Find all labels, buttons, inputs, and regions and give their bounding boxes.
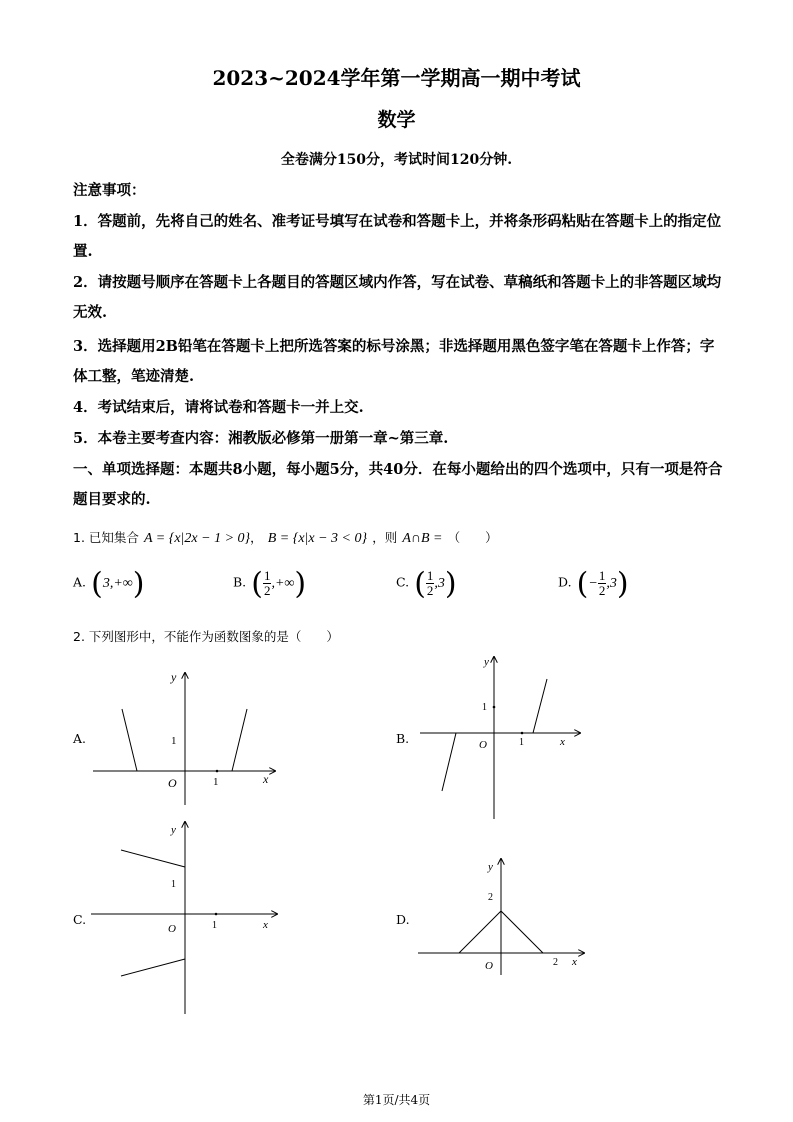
- graph-line: [442, 733, 456, 791]
- x-label: x: [263, 772, 269, 786]
- graph-b: [412, 651, 587, 821]
- y-label: y: [488, 861, 493, 873]
- question-1-suffix: ，则: [372, 530, 398, 545]
- note-item: 3．选择题用2B铅笔在答题卡上把所选答案的标号涂黑；非选择题用黑色签字笔在答题卡上作答；字体工整，笔迹清楚.: [73, 338, 715, 385]
- section-heading: 一、单项选择题：本题共8小题，每小题5分，共40分．在每小题给出的四个选项中，只有一项是符合题目要求的.: [73, 461, 723, 508]
- tick-dot: [216, 770, 219, 773]
- tick-dot: [493, 706, 496, 709]
- graph-c-label[interactable]: C.: [73, 912, 87, 927]
- notes-heading: 注意事项：: [73, 182, 146, 199]
- note-item: 4．考试结束后，请将试卷和答题卡一并上交.: [73, 399, 364, 416]
- graph-line: [459, 911, 501, 953]
- x-tick-label: 1: [519, 737, 524, 748]
- x-label: x: [572, 956, 577, 968]
- graph-a-label[interactable]: A.: [73, 731, 87, 746]
- graph-d: [412, 853, 592, 978]
- note-item: 1．答题前，先将自己的姓名、准考证号填写在试卷和答题卡上，并将条形码粘贴在答题卡上的指定位置.: [73, 213, 722, 260]
- graph-line: [122, 709, 137, 771]
- note-item: 2．请按题号顺序在答题卡上各题目的答题区域内作答，写在试卷、草稿纸和答题卡上的非答题区域均无效.: [73, 274, 722, 321]
- tick-dot: [215, 913, 218, 916]
- origin-label: O: [479, 739, 487, 751]
- question-2: 2. 下列图形中，不能作为函数图象的是（ ）: [73, 629, 339, 644]
- x-tick-label: 1: [212, 920, 217, 931]
- x-label: x: [560, 736, 565, 748]
- x-label: x: [263, 919, 268, 931]
- tick-dot: [521, 732, 524, 735]
- exam-meta: 全卷满分150分，考试时间120分钟.: [280, 152, 513, 168]
- graph-a: [85, 665, 285, 810]
- answer-blank: （ ）: [447, 530, 498, 545]
- y-label: y: [484, 656, 489, 668]
- option-a[interactable]: A. (3,+∞): [73, 566, 145, 601]
- exam-title: 2023~2024学年第一学期高一期中考试: [212, 66, 581, 90]
- graph-b-label[interactable]: B.: [396, 731, 410, 746]
- y-tick-label: 1: [482, 702, 487, 713]
- origin-label: O: [168, 923, 176, 935]
- exam-subject: 数学: [377, 109, 416, 131]
- question-1-prefix: 1. 已知集合: [73, 530, 139, 545]
- y-label: y: [171, 670, 177, 684]
- origin-label: O: [168, 776, 177, 790]
- graph-line: [232, 709, 247, 771]
- graph-line: [533, 679, 547, 733]
- note-item: 5．本卷主要考查内容：湘教版必修第一册第一章~第三章.: [73, 430, 449, 447]
- graph-line: [121, 850, 185, 867]
- question-1-options: [73, 566, 753, 608]
- origin-label: O: [485, 960, 493, 972]
- option-d[interactable]: D. (− $\frac{1}{2}$ ,3): [558, 566, 629, 601]
- option-b[interactable]: B. ( $\frac{1}{2}$ ,+∞): [233, 566, 307, 601]
- graph-line: [121, 959, 185, 976]
- graph-line: [501, 911, 543, 953]
- graph-d-label[interactable]: D.: [396, 912, 410, 927]
- page-footer: 第1页/共4页: [362, 1093, 431, 1107]
- set-b: B = {x|x − 3 < 0}: [267, 531, 368, 546]
- question-1: 1. 已知集合 A = {x|2x − 1 > 0}， B = {x|x − 3 < 0} ，则 A∩B = （ ）: [73, 530, 498, 546]
- y-tick-label: 1: [171, 735, 177, 747]
- set-a: A = {x|2x − 1 > 0}: [144, 531, 251, 546]
- intersection-expr: A∩B =: [402, 531, 443, 546]
- y-tick-label: 2: [488, 892, 493, 903]
- y-tick-label: 1: [171, 879, 176, 890]
- graph-c: [85, 818, 285, 1018]
- y-label: y: [171, 824, 176, 836]
- x-tick-label: 1: [213, 776, 219, 788]
- option-c[interactable]: C. ( $\frac{1}{2}$ ,3): [396, 566, 457, 601]
- x-tick-label: 2: [553, 957, 558, 968]
